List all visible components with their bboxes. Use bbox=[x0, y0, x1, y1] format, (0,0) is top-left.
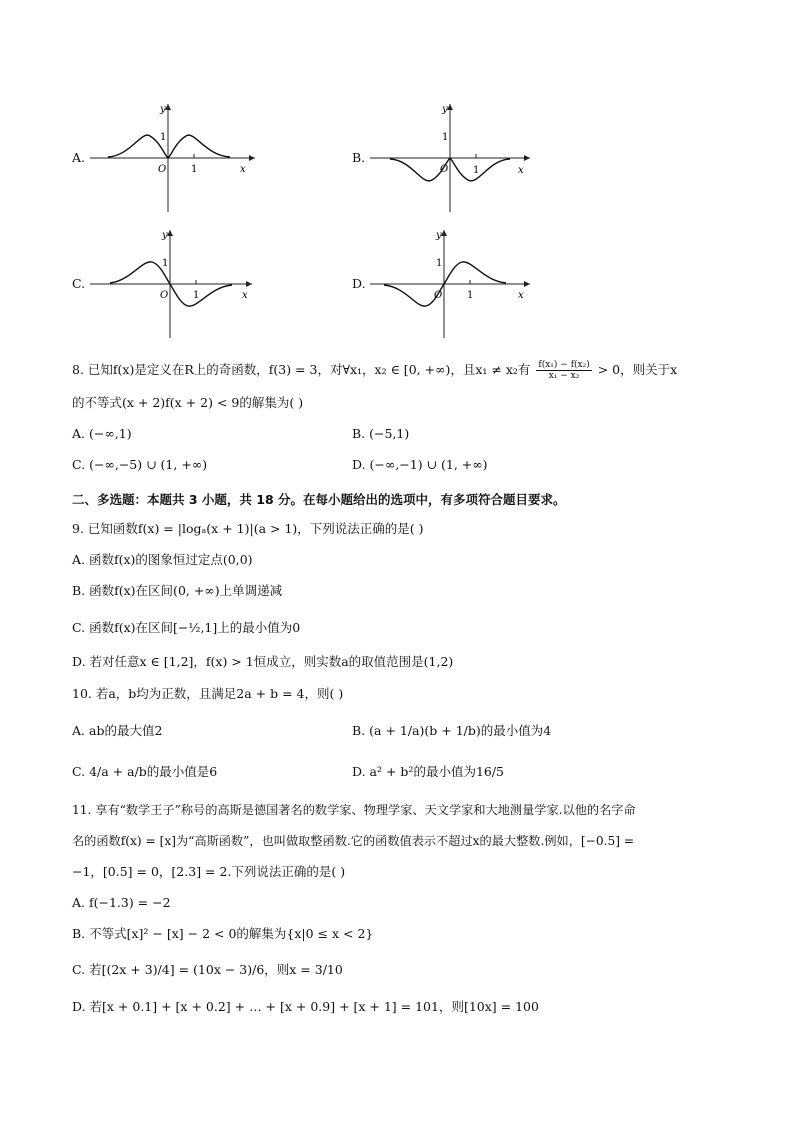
q10-option-a bbox=[72, 723, 162, 739]
q9-option-b: B. 函数f(x)在区间(0, +∞)上单调递减 bbox=[72, 583, 283, 598]
q8-option-d bbox=[352, 457, 488, 473]
q10-option-c-label: C. bbox=[72, 764, 86, 779]
graph-b-x-label: x bbox=[518, 165, 524, 176]
q10-option-c-text: 4/a + a/b的最小值是6 bbox=[89, 764, 218, 779]
q10-stem: 10. 若a，b均为正数，且满足2a + b = 4，则( ) bbox=[72, 686, 344, 701]
q8-option-c-text: (−∞,−5) ∪ (1, +∞) bbox=[89, 457, 208, 472]
q10-option-b-label: B. bbox=[352, 723, 366, 738]
q8-option-b-text: (−5,1) bbox=[369, 426, 410, 441]
graph-c-x-label: x bbox=[242, 290, 248, 301]
graph-b bbox=[370, 100, 540, 215]
q10-option-d-text: a² + b²的最小值为16/5 bbox=[369, 764, 505, 779]
section-2-heading: 二、多选题：本题共 3 小题，共 18 分。在每小题给出的选项中，有多项符合题目要求。 bbox=[72, 492, 566, 507]
q8-line1 bbox=[72, 360, 677, 381]
graph-c-tick-x: 1 bbox=[193, 290, 200, 301]
q8-line1-text: 8. 已知f(x)是定义在R上的奇函数，f(3) = 3，对∀x₁，x₂ ∈ [0, +∞)，且x₁ ≠ x₂有 bbox=[72, 362, 531, 377]
q8-option-c-label: C. bbox=[72, 457, 86, 472]
q11-option-d: D. 若[x + 0.1] + [x + 0.2] + … + [x + 0.9] + [x + 1] = 101，则[10x] = 100 bbox=[72, 999, 539, 1014]
q9-option-c: C. 函数f(x)在区间[−½,1]上的最小值为0 bbox=[72, 620, 301, 635]
q10-option-a-text: ab的最大值2 bbox=[89, 723, 163, 738]
graph-a-label: A. bbox=[72, 150, 86, 165]
graph-d-label: D. bbox=[352, 276, 366, 291]
q8-line2: 的不等式(x + 2)f(x + 2) < 9的解集为( ) bbox=[72, 395, 304, 410]
graph-b-label: B. bbox=[352, 150, 366, 165]
q11-line2: 名的函数f(x) = [x]为“高斯函数”，也叫做取整函数.它的函数值表示不超过x的最大整数.例如，[−0.5] = bbox=[72, 834, 635, 848]
graph-c-y-label: y bbox=[162, 230, 168, 241]
q8-fraction-num: f(x₁) − f(x₂) bbox=[538, 360, 590, 370]
q8-option-a-text: (−∞,1) bbox=[89, 426, 132, 441]
q8-option-b-label: B. bbox=[352, 426, 366, 441]
q11-option-c: C. 若[(2x + 3)/4] = (10x − 3)/6，则x = 3/10 bbox=[72, 962, 343, 977]
graph-d bbox=[370, 226, 540, 341]
q8-option-b bbox=[352, 426, 409, 442]
graph-a-x-label: x bbox=[240, 164, 246, 175]
q8-option-d-text: (−∞,−1) ∪ (1, +∞) bbox=[369, 457, 488, 472]
q9-option-d: D. 若对任意x ∈ [1,2]，f(x) > 1恒成立，则实数a的取值范围是(1,2) bbox=[72, 654, 454, 669]
q8-option-c bbox=[72, 457, 207, 473]
graph-b-tick-y: 1 bbox=[442, 132, 449, 143]
graph-c-tick-y: 1 bbox=[162, 258, 169, 269]
q9-option-a: A. 函数f(x)的图象恒过定点(0,0) bbox=[72, 552, 253, 567]
graph-b-tick-x: 1 bbox=[473, 165, 480, 176]
graph-a-tick-x: 1 bbox=[191, 164, 198, 175]
graph-c bbox=[90, 226, 260, 341]
graph-d-tick-y: 1 bbox=[436, 258, 443, 269]
q10-option-b bbox=[352, 723, 551, 739]
q10-option-b-text: (a + 1/a)(b + 1/b)的最小值为4 bbox=[369, 723, 552, 738]
q8-option-a bbox=[72, 426, 132, 442]
q11-line1: 11. 享有“数学王子”称号的高斯是德国著名的数学家、物理学家、天文学家和大地测量学家.以他的名字命 bbox=[72, 803, 636, 817]
graph-a-tick-y: 1 bbox=[160, 132, 167, 143]
graph-b-y-label: y bbox=[442, 104, 448, 115]
q10-option-d-label: D. bbox=[352, 764, 366, 779]
q11-option-a: A. f(−1.3) = −2 bbox=[72, 895, 171, 910]
q8-option-d-label: D. bbox=[352, 457, 366, 472]
q9-stem: 9. 已知函数f(x) = |logₐ(x + 1)|(a > 1)，下列说法正确的是( ) bbox=[72, 521, 424, 536]
graph-d-y-label: y bbox=[436, 230, 442, 241]
q8-fraction-den: x₁ − x₂ bbox=[548, 371, 580, 381]
q8-option-a-label: A. bbox=[72, 426, 86, 441]
q8-fraction bbox=[536, 360, 591, 381]
graph-d-x-label: x bbox=[518, 290, 524, 301]
graph-a bbox=[90, 100, 260, 215]
graph-a-origin: O bbox=[158, 164, 167, 175]
graph-c-origin: O bbox=[160, 290, 169, 301]
graph-b-origin: O bbox=[440, 164, 449, 175]
q10-option-a-label: A. bbox=[72, 723, 86, 738]
graph-c-label: C. bbox=[72, 276, 86, 291]
graph-d-tick-x: 1 bbox=[467, 290, 474, 301]
q11-option-b: B. 不等式[x]² − [x] − 2 < 0的解集为{x|0 ≤ x < 2} bbox=[72, 926, 374, 941]
q10-option-c bbox=[72, 764, 217, 780]
graph-a-y-label: y bbox=[160, 104, 166, 115]
q8-line1-end: > 0，则关于x bbox=[597, 362, 678, 377]
q10-option-d bbox=[352, 764, 504, 780]
graph-d-origin: O bbox=[434, 290, 443, 301]
q11-line3: −1，[0.5] = 0，[2.3] = 2.下列说法正确的是( ) bbox=[72, 864, 346, 879]
